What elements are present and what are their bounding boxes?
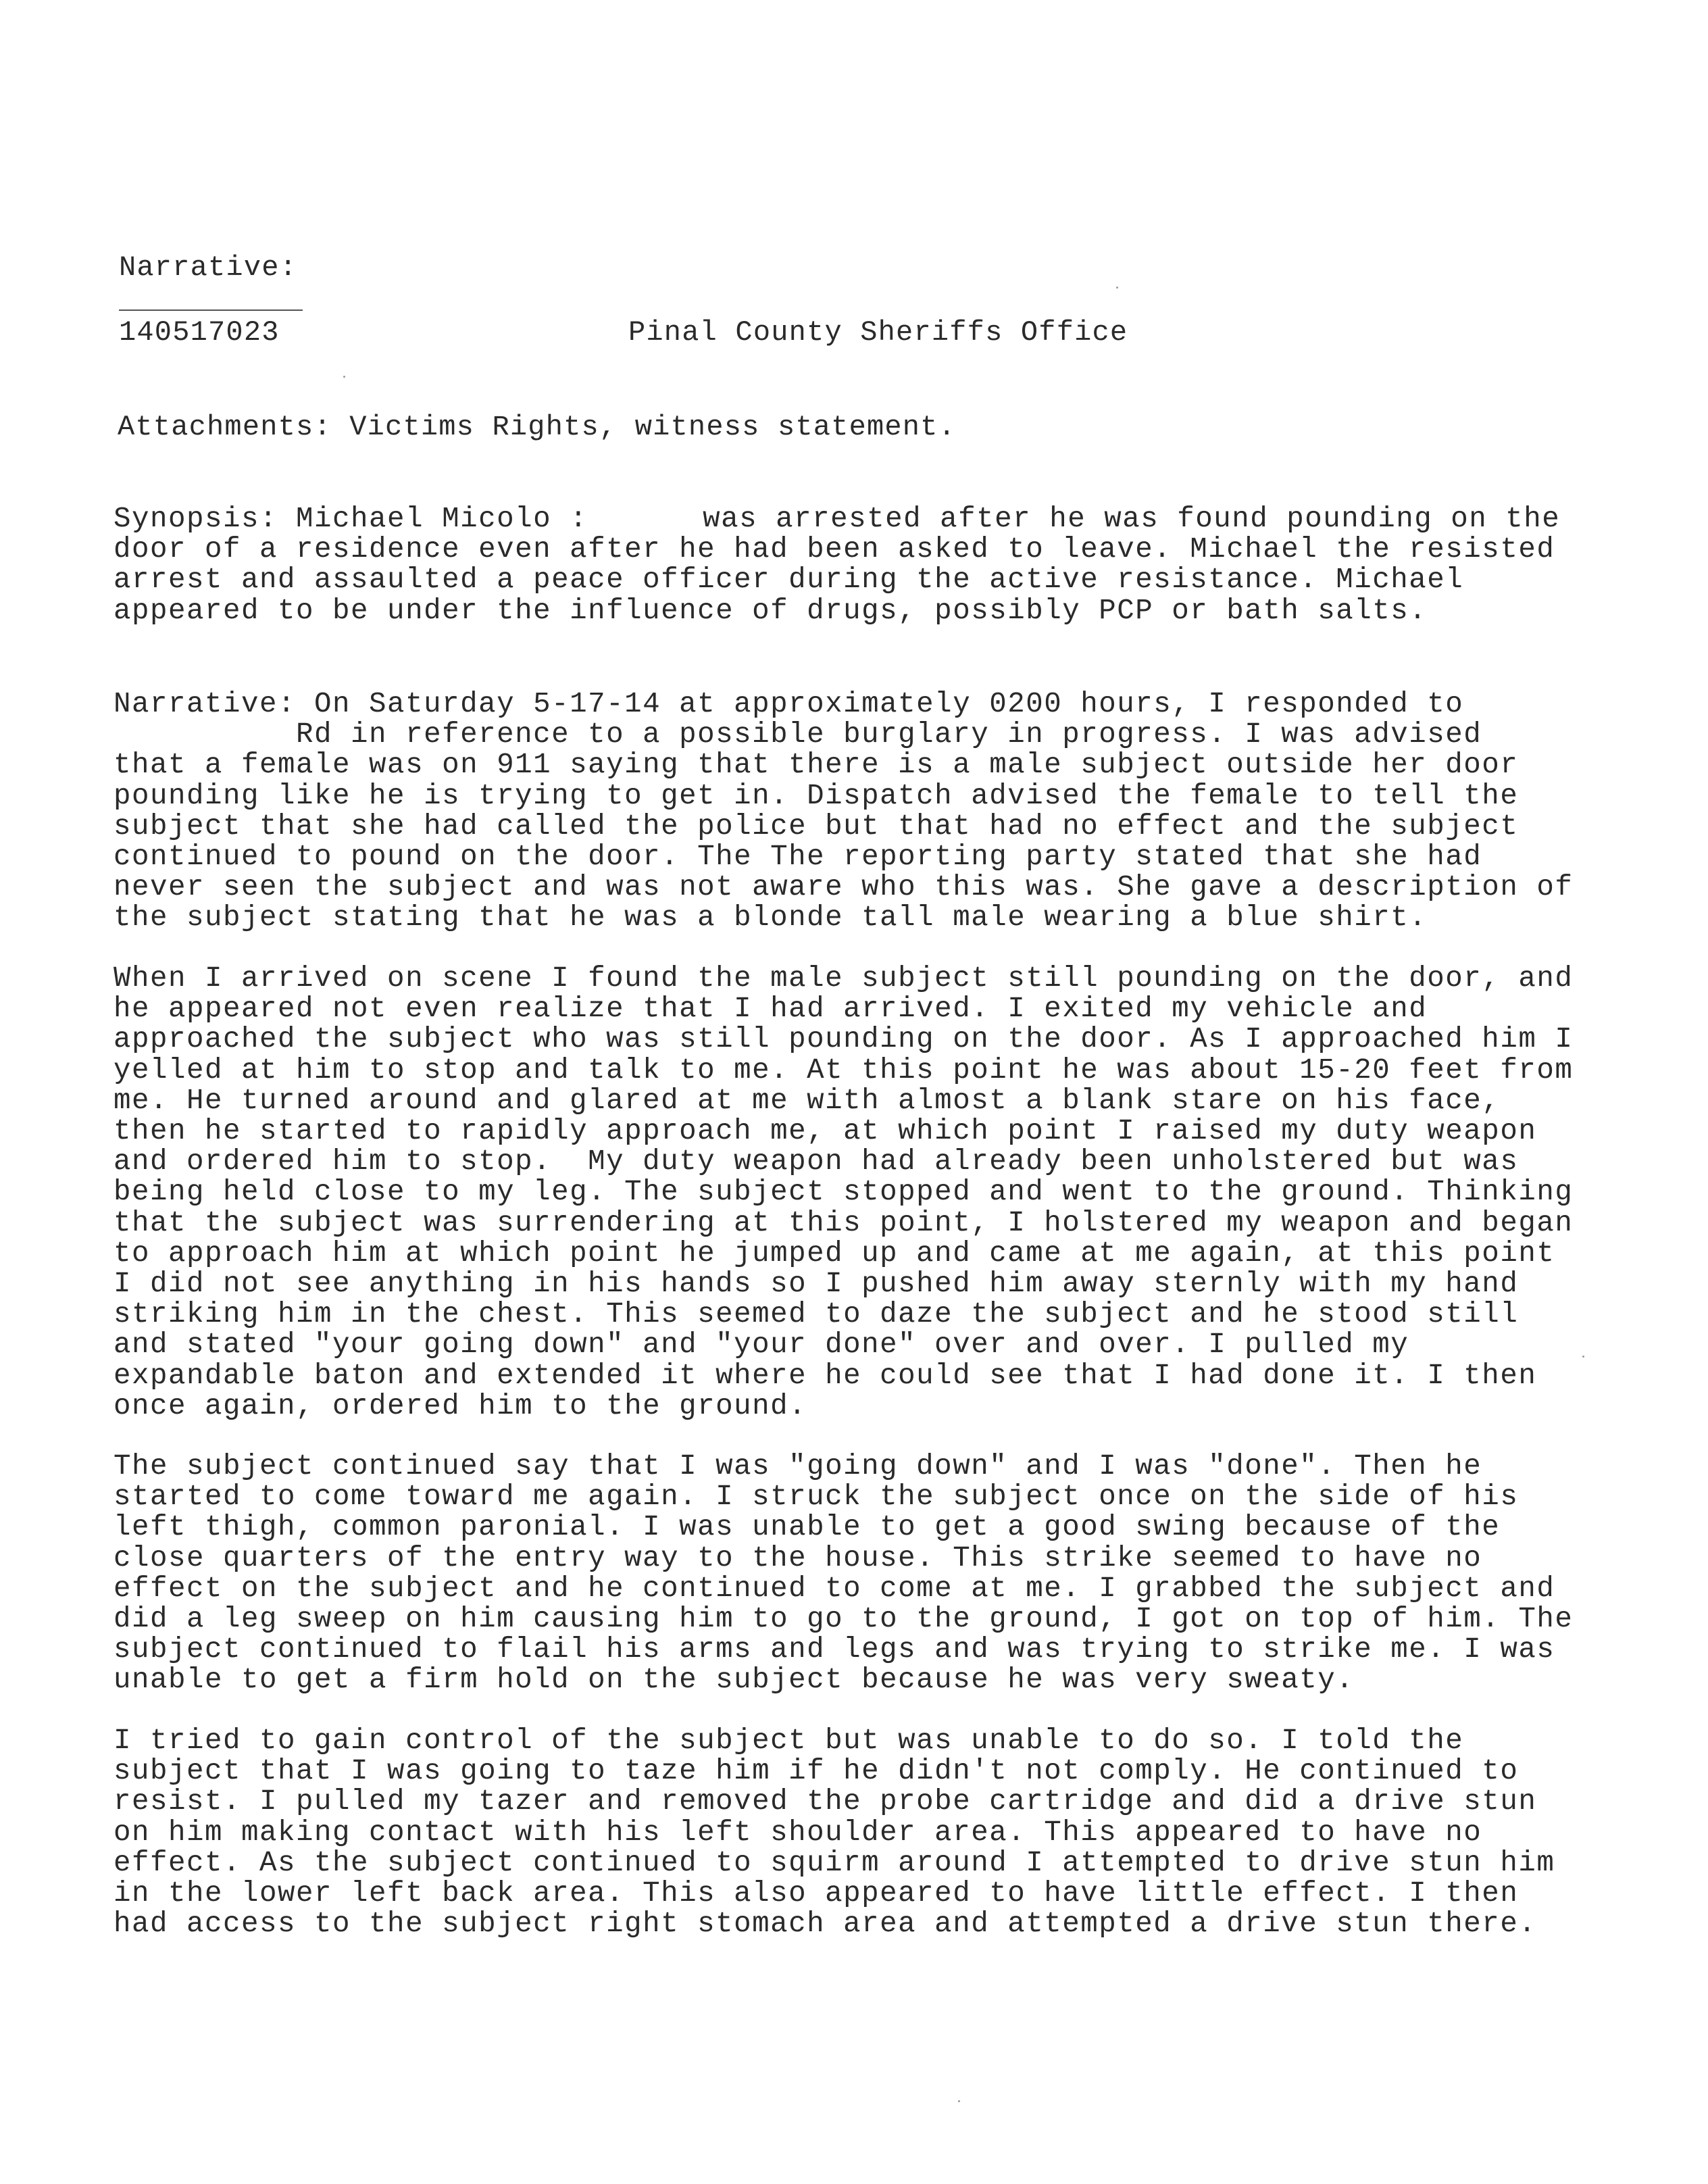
synopsis-line: arrest and assaulted a peace officer during the active resistance. Michael xyxy=(114,564,1464,597)
narrative-line: then he started to rapidly approach me, at which point I raised my duty weapon xyxy=(114,1115,1537,1148)
narrative-line: The subject continued say that I was "going down" and I was "done". Then he xyxy=(114,1450,1482,1483)
narrative-line: and ordered him to stop. My duty weapon had already been unholstered but was xyxy=(114,1145,1519,1178)
narrative-paragraph-3 xyxy=(114,1451,1627,1696)
narrative-line: effect. As the subject continued to squirm around I attempted to drive stun him xyxy=(114,1846,1555,1879)
narrative-line: did a leg sweep on him causing him to go to the ground, I got on top of him. The xyxy=(114,1603,1574,1636)
synopsis-block xyxy=(114,504,1627,626)
narrative-line: that the subject was surrendering at this point, I holstered my weapon and began xyxy=(114,1206,1574,1239)
narrative-line: unable to get a firm hold on the subject because he was very sweaty. xyxy=(114,1664,1355,1697)
narrative-paragraph-4 xyxy=(114,1726,1627,1939)
narrative-line: had access to the subject right stomach area and attempted a drive stun there. xyxy=(114,1908,1537,1941)
narrative-line: striking him in the chest. This seemed to daze the subject and he stood still xyxy=(114,1298,1519,1331)
narrative-line: started to come toward me again. I struck the subject once on the side of his xyxy=(114,1481,1519,1514)
scan-speck xyxy=(958,2100,960,2102)
narrative-line: I tried to gain control of the subject but was unable to do so. I told the xyxy=(114,1724,1464,1757)
narrative-line: he appeared not even realize that I had arrived. I exited my vehicle and xyxy=(114,993,1428,1026)
narrative-line: to approach him at which point he jumped up and came at me again, at this point xyxy=(114,1237,1555,1270)
narrative-line: close quarters of the entry way to the house. This strike seemed to have no xyxy=(114,1541,1482,1574)
synopsis-line: appeared to be under the influence of drugs, possibly PCP or bath salts. xyxy=(114,594,1428,627)
header-label: Narrative: xyxy=(119,251,298,284)
narrative-line: never seen the subject and was not aware who this was. She gave a description of xyxy=(114,871,1574,904)
narrative-line: subject that I was going to taze him if he didn't not comply. He continued to xyxy=(114,1755,1519,1788)
narrative-line: left thigh, common paronial. I was unable to get a good swing because of the xyxy=(114,1511,1501,1544)
narrative-line: being held close to my leg. The subject stopped and went to the ground. Thinking xyxy=(114,1176,1574,1209)
narrative-line: approached the subject who was still pounding on the door. As I approached him I xyxy=(114,1023,1574,1056)
narrative-line: once again, ordered him to the ground. xyxy=(114,1389,807,1422)
narrative-line: When I arrived on scene I found the male subject still pounding on the door, and xyxy=(114,962,1574,995)
attachments-line: Attachments: Victims Rights, witness statement. xyxy=(118,411,956,443)
synopsis-line: door of a residence even after he had been asked to leave. Michael the resisted xyxy=(114,533,1555,566)
narrative-line: on him making contact with his left shoulder area. This appeared to have no xyxy=(114,1816,1482,1849)
agency-name: Pinal County Sheriffs Office xyxy=(628,316,1128,349)
narrative-paragraph-2 xyxy=(114,964,1627,1422)
narrative-paragraph-1 xyxy=(114,689,1627,934)
narrative-line: expandable baton and extended it where he could see that I had done it. I then xyxy=(114,1359,1537,1392)
narrative-line: continued to pound on the door. The The reporting party stated that she had xyxy=(114,841,1482,874)
narrative-line: subject continued to flail his arms and legs and was trying to strike me. I was xyxy=(114,1633,1555,1666)
narrative-line: Narrative: On Saturday 5-17-14 at approximately 0200 hours, I responded to xyxy=(114,688,1464,720)
narrative-line: the subject stating that he was a blonde tall male wearing a blue shirt. xyxy=(114,901,1428,935)
scan-speck xyxy=(343,376,345,378)
narrative-line: I did not see anything in his hands so I pushed him away sternly with my hand xyxy=(114,1268,1519,1301)
narrative-line: effect on the subject and he continued to come at me. I grabbed the subject and xyxy=(114,1572,1555,1605)
narrative-line: subject that she had called the police but that had no effect and the subject xyxy=(114,810,1519,843)
synopsis-line: Synopsis: Michael Micolo : was arrested after he was found pounding on the xyxy=(114,503,1561,535)
narrative-line: Rd in reference to a possible burglary in progress. I was advised xyxy=(114,718,1482,751)
scan-speck xyxy=(1116,287,1118,289)
narrative-line: in the lower left back area. This also appeared to have little effect. I then xyxy=(114,1877,1519,1910)
narrative-line: yelled at him to stop and talk to me. At this point he was about 15-20 feet from xyxy=(114,1053,1574,1087)
scan-speck xyxy=(1582,1356,1584,1358)
narrative-line: pounding like he is trying to get in. Dispatch advised the female to tell the xyxy=(114,779,1519,812)
narrative-line: that a female was on 911 saying that there is a male subject outside her door xyxy=(114,749,1519,782)
narrative-line: me. He turned around and glared at me with almost a blank stare on his face, xyxy=(114,1084,1501,1117)
case-number-rule xyxy=(119,309,303,311)
case-number: 140517023 xyxy=(119,316,280,349)
narrative-line: and stated "your going down" and "your done" over and over. I pulled my xyxy=(114,1329,1409,1362)
narrative-line: resist. I pulled my tazer and removed the probe cartridge and did a drive stun xyxy=(114,1785,1537,1818)
